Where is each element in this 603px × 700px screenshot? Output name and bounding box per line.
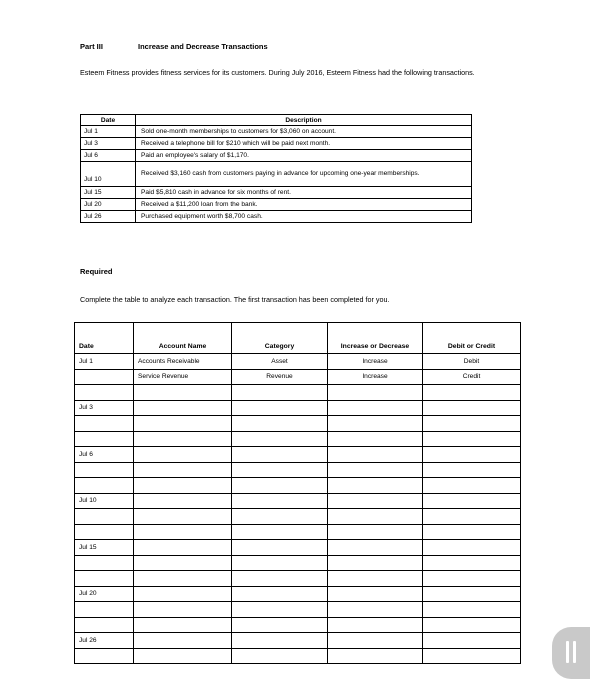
table-row xyxy=(81,211,472,223)
an-header-category: Category xyxy=(232,323,328,354)
an-drcr-input[interactable] xyxy=(423,586,521,602)
table-row xyxy=(81,150,472,162)
table-row xyxy=(75,555,521,571)
part-title: Increase and Decrease Transactions xyxy=(138,42,268,51)
an-drcr-input[interactable] xyxy=(423,555,521,571)
an-category-input[interactable] xyxy=(232,493,328,509)
part-label: Part III xyxy=(80,42,103,51)
instructions-text: Complete the table to analyze each transaction. The first transaction has been completed for you. xyxy=(80,295,390,304)
table-row xyxy=(75,369,521,385)
table-row xyxy=(75,509,521,525)
an-account-input[interactable] xyxy=(134,416,232,432)
part-header xyxy=(80,42,268,51)
an-incdec-input[interactable] xyxy=(328,540,423,556)
an-category: Revenue xyxy=(232,369,328,385)
an-category-input[interactable] xyxy=(232,447,328,463)
table-row xyxy=(75,354,521,370)
an-date: Jul 1 xyxy=(75,354,134,370)
an-date: Jul 6 xyxy=(75,447,134,463)
tx-date: Jul 6 xyxy=(81,150,136,162)
analysis-table xyxy=(74,322,521,664)
an-drcr-input[interactable] xyxy=(423,633,521,649)
table-row xyxy=(75,524,521,540)
table-row xyxy=(75,571,521,587)
an-category-input[interactable] xyxy=(232,555,328,571)
table-row xyxy=(75,633,521,649)
an-date: Jul 26 xyxy=(75,633,134,649)
an-category-input[interactable] xyxy=(232,509,328,525)
scroll-handle[interactable] xyxy=(552,627,590,679)
table-row xyxy=(81,126,472,138)
table-row xyxy=(75,493,521,509)
an-header-drcr: Debit or Credit xyxy=(423,323,521,354)
an-incdec-input[interactable] xyxy=(328,509,423,525)
tx-description: Received a $11,200 loan from the bank. xyxy=(136,199,472,211)
table-row xyxy=(75,602,521,618)
table-row xyxy=(81,138,472,150)
table-row xyxy=(81,162,472,187)
an-incdec-input[interactable] xyxy=(328,416,423,432)
an-account-input[interactable] xyxy=(134,447,232,463)
table-row xyxy=(75,478,521,494)
an-date: Jul 3 xyxy=(75,400,134,416)
an-account-input[interactable] xyxy=(134,586,232,602)
an-drcr-input[interactable] xyxy=(423,648,521,664)
tx-date: Jul 10 xyxy=(81,162,136,187)
an-account-input[interactable] xyxy=(134,540,232,556)
an-category-input[interactable] xyxy=(232,540,328,556)
an-incdec-input[interactable] xyxy=(328,400,423,416)
an-incdec-input[interactable] xyxy=(328,633,423,649)
intro-text: Esteem Fitness provides fitness services for its customers. During July 2016, Esteem Fitness had the following transactions. xyxy=(80,68,475,77)
tx-date: Jul 20 xyxy=(81,199,136,211)
tx-date: Jul 1 xyxy=(81,126,136,138)
an-account-input[interactable] xyxy=(134,400,232,416)
an-incdec: Increase xyxy=(328,369,423,385)
an-incdec-input[interactable] xyxy=(328,586,423,602)
an-date: Jul 20 xyxy=(75,586,134,602)
an-drcr-input[interactable] xyxy=(423,493,521,509)
an-incdec-input[interactable] xyxy=(328,602,423,618)
an-account-input[interactable] xyxy=(134,493,232,509)
an-account: Service Revenue xyxy=(134,369,232,385)
an-incdec-input[interactable] xyxy=(328,555,423,571)
an-account-input[interactable] xyxy=(134,648,232,664)
an-date: Jul 15 xyxy=(75,540,134,556)
an-date: Jul 10 xyxy=(75,493,134,509)
table-row xyxy=(81,199,472,211)
an-category-input[interactable] xyxy=(232,648,328,664)
an-category-input[interactable] xyxy=(232,462,328,478)
table-row xyxy=(75,447,521,463)
an-incdec-input[interactable] xyxy=(328,462,423,478)
required-heading: Required xyxy=(80,267,113,276)
tx-date: Jul 26 xyxy=(81,211,136,223)
grip-icon xyxy=(573,641,576,663)
an-account: Accounts Receivable xyxy=(134,354,232,370)
an-category-input[interactable] xyxy=(232,602,328,618)
an-account-input[interactable] xyxy=(134,462,232,478)
table-row xyxy=(75,431,521,447)
an-category-input[interactable] xyxy=(232,586,328,602)
an-incdec-input[interactable] xyxy=(328,447,423,463)
an-header-date: Date xyxy=(75,323,134,354)
an-drcr-input[interactable] xyxy=(423,540,521,556)
an-drcr-input[interactable] xyxy=(423,400,521,416)
table-row xyxy=(75,648,521,664)
an-incdec: Increase xyxy=(328,354,423,370)
tx-date: Jul 3 xyxy=(81,138,136,150)
an-date-empty xyxy=(75,369,134,385)
table-row xyxy=(75,617,521,633)
grip-icon xyxy=(566,641,569,663)
table-row xyxy=(75,462,521,478)
an-category-input[interactable] xyxy=(232,400,328,416)
table-row xyxy=(75,385,521,401)
an-drcr: Credit xyxy=(423,369,521,385)
an-drcr-input[interactable] xyxy=(423,447,521,463)
table-row xyxy=(75,586,521,602)
tx-description: Received a telephone bill for $210 which will be paid next month. xyxy=(136,138,472,150)
an-category-input[interactable] xyxy=(232,633,328,649)
an-header-account: Account Name xyxy=(134,323,232,354)
tx-description: Received $3,160 cash from customers paying in advance for upcoming one-year memberships. xyxy=(136,162,472,187)
tx-header-description: Description xyxy=(136,115,472,126)
an-drcr-input[interactable] xyxy=(423,602,521,618)
tx-description: Paid an employee's salary of $1,170. xyxy=(136,150,472,162)
tx-description: Paid $5,810 cash in advance for six months of rent. xyxy=(136,187,472,199)
tx-description: Purchased equipment worth $8,700 cash. xyxy=(136,211,472,223)
an-drcr-input[interactable] xyxy=(423,509,521,525)
an-drcr-input[interactable] xyxy=(423,462,521,478)
an-drcr: Debit xyxy=(423,354,521,370)
tx-header-date: Date xyxy=(81,115,136,126)
an-account-input[interactable] xyxy=(134,602,232,618)
table-row xyxy=(75,400,521,416)
an-account-input[interactable] xyxy=(134,509,232,525)
an-incdec-input[interactable] xyxy=(328,493,423,509)
transactions-table xyxy=(80,114,472,223)
an-account-input[interactable] xyxy=(134,633,232,649)
an-category: Asset xyxy=(232,354,328,370)
an-header-incdec: Increase or Decrease xyxy=(328,323,423,354)
table-row xyxy=(75,416,521,432)
table-row xyxy=(81,187,472,199)
tx-date: Jul 15 xyxy=(81,187,136,199)
an-drcr-input[interactable] xyxy=(423,416,521,432)
tx-description: Sold one-month memberships to customers for $3,060 on account. xyxy=(136,126,472,138)
an-incdec-input[interactable] xyxy=(328,648,423,664)
an-account-input[interactable] xyxy=(134,555,232,571)
an-category-input[interactable] xyxy=(232,416,328,432)
table-row xyxy=(75,540,521,556)
